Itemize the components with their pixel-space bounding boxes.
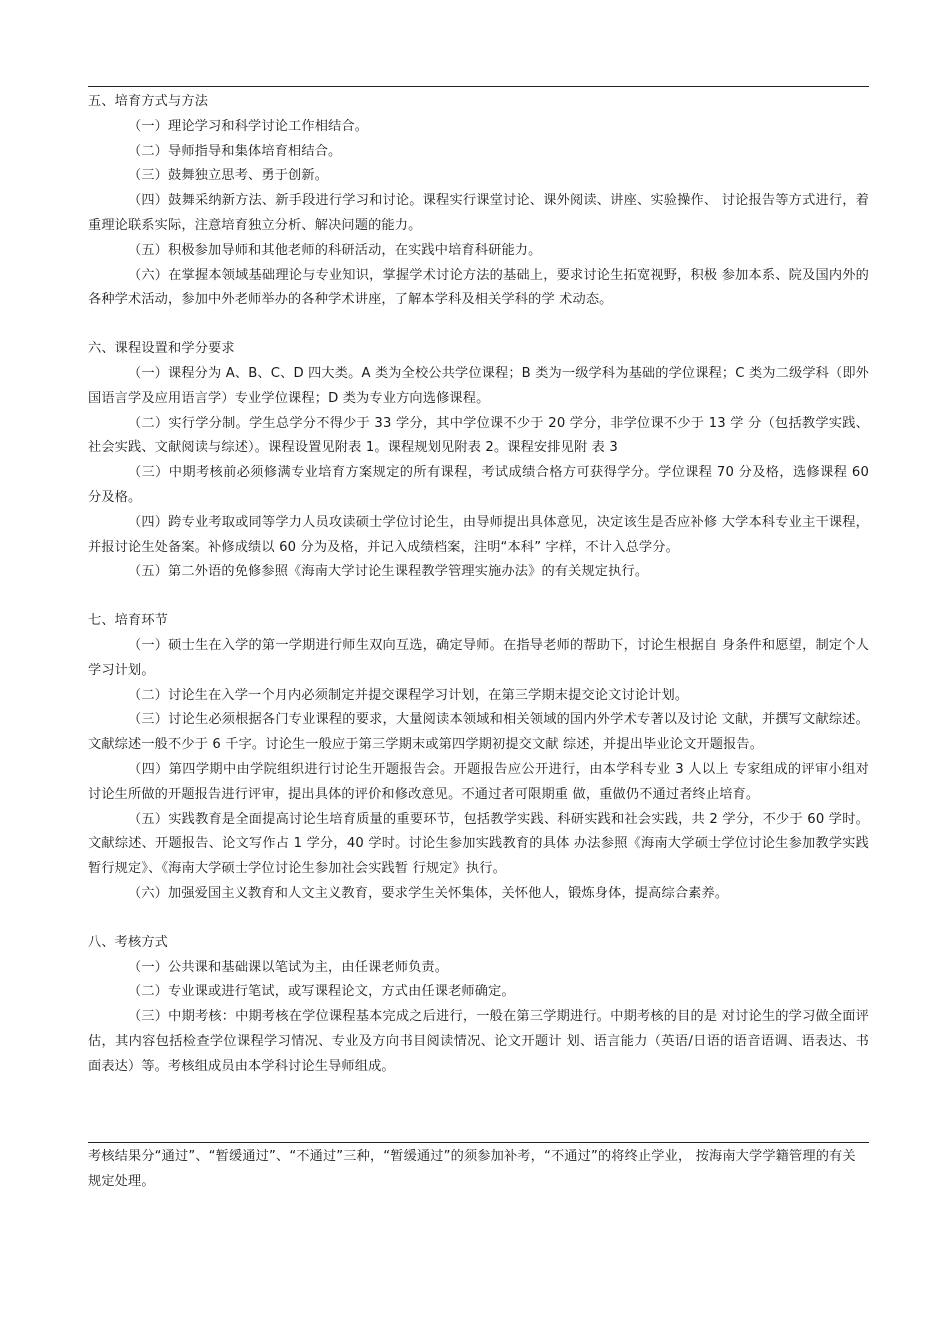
section-heading: 七、培育环节 [88,613,169,629]
paragraph: （二）实行学分制。学生总学分不得少于 33 学分，其中学位课不少于 20 学分，非学位课不少于 13 学 分（包括教学实践、社会实践、文献阅读与综述）。课程设置见附表 1。课程规划见附表 2。课程安排见附 表 3 [88,415,869,456]
paragraph: （五）第二外语的免修参照《海南大学讨论生课程教学管理实施办法》的有关规定执行。 [128,564,649,580]
paragraph: （二）导师指导和集体培育相结合。 [128,143,342,159]
paragraph: （一）硕士生在入学的第一学期进行师生双向互选，确定导师。在指导老师的帮助下，讨论生根据自 身条件和愿望，制定个人学习计划。 [88,637,869,678]
section-heading: 六、课程设置和学分要求 [88,341,235,357]
section-7 [88,609,869,907]
section-spacer [88,907,869,931]
section-8 [88,931,869,1080]
section-spacer [88,585,869,609]
paragraph: （三）中期考核：中期考核在学位课程基本完成之后进行，一般在第三学期进行。中期考核的目的是 对讨论生的学习做全面评估，其内容包括检查学位课程学习情况、专业及方向书目阅读情况、论文开题计 划、语言能力（英语/日语的语音语调、语表达、书面表达）等。考核组成员由本学科讨论生导师组成。 [88,1009,869,1074]
section-5 [88,90,869,313]
section-spacer [88,313,869,337]
paragraph: （一）课程分为 A、B、C、D 四大类。A 类为全校公共学位课程；B 类为一级学科为基础的学位课程；C 类为二级学科（即外国语言学及应用语言学）专业学位课程；D 类为专业方向选修课程。 [88,365,869,406]
bottom-rule [88,1142,869,1143]
section-6 [88,337,869,585]
document-body [88,90,869,1079]
paragraph: （二）讨论生在入学一个月内必须制定并提交课程学习计划，在第三学期末提交论文讨论计划。 [128,687,689,703]
paragraph: （四）第四学期中由学院组织进行讨论生开题报告会。开题报告应公开进行，由本学科专业 3 人以上 专家组成的评审小组对讨论生所做的开题报告进行评审，提出具体的评价和修改意见。不通过者可限期重 做，重做仍不通过者终止培育。 [88,761,869,802]
paragraph: （一）理论学习和科学讨论工作相结合。 [128,118,369,134]
footer-paragraph: 考核结果分“通过”、“暂缓通过”、“不通过”三种，“暂缓通过”的须参加补考，“不通过”的将终止学业， 按海南大学学籍管理的有关规定处理。 [88,1149,856,1189]
paragraph: （六）在掌握本领域基础理论与专业知识，掌握学术讨论方法的基础上，要求讨论生拓宽视野，积极 参加本系、院及国内外的各种学术活动，参加中外老师举办的各种学术讲座，了解本学科及相关学科的学 术动态。 [88,267,869,308]
paragraph: （一）公共课和基础课以笔试为主，由任课老师负责。 [128,959,449,975]
paragraph: （三）讨论生必须根据各门专业课程的要求，大量阅读本领域和相关领域的国内外学术专著以及讨论 文献，并撰写文献综述。文献综述一般不少于 6 千字。讨论生一般应于第三学期末或第四学期初提交文献 综述，并提出毕业论文开题报告。 [88,712,869,753]
paragraph: （三）鼓舞独立思考、勇于创新。 [128,168,329,184]
paragraph: （二）专业课或进行笔试，或写课程论文，方式由任课老师确定。 [128,984,515,1000]
paragraph: （四）跨专业考取或同等学力人员攻读硕士学位讨论生，由导师提出具体意见，决定该生是否应补修 大学本科专业主干课程，并报讨论生处备案。补修成绩以 60 分为及格，并记入成绩档案，注明“本科” 字样，不计入总学分。 [88,514,869,555]
paragraph: （四）鼓舞采纳新方法、新手段进行学习和讨论。课程实行课堂讨论、课外阅读、讲座、实验操作、 讨论报告等方式进行，着重理论联系实际，注意培育独立分析、解决问题的能力。 [88,193,869,233]
paragraph: （六）加强爱国主义教育和人文主义教育，要求学生关怀集体，关怀他人，锻炼身体，提高综合素养。 [128,885,729,901]
top-rule [88,86,869,87]
section-heading: 五、培育方式与方法 [88,94,209,109]
paragraph: （五）积极参加导师和其他老师的科研活动，在实践中培育科研能力。 [128,242,542,258]
paragraph: （五）实践教育是全面提高讨论生培育质量的重要环节，包括教学实践、科研实践和社会实践，共 2 学分，不少于 60 学时。文献综述、开题报告、论文写作占 1 学分，40 学时。讨论生参加实践教育的具体 办法参照《海南大学硕士学位讨论生参加教学实践暂行规定》、《海南大学硕士学位讨论生参加社会实践暂 行规定》执行。 [88,811,869,877]
section-heading: 八、考核方式 [88,934,169,950]
paragraph: （三）中期考核前必须修满专业培育方案规定的所有课程，考试成绩合格方可获得学分。学位课程 70 分及格，选修课程 60 分及格。 [88,465,869,505]
